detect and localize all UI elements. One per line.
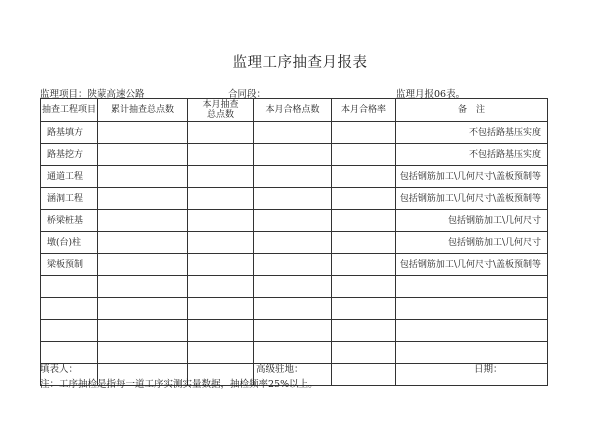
row-qualified-points	[254, 166, 332, 188]
date-label: 日期：	[474, 364, 503, 375]
row-item: 路基挖方	[41, 144, 98, 166]
row-month-points	[188, 188, 254, 210]
row-pass-rate	[332, 254, 396, 276]
row-qualified-points	[254, 122, 332, 144]
table-row	[41, 144, 548, 166]
project-label: 监理项目：陕蒙高速公路	[40, 89, 145, 100]
row-qualified-points	[254, 232, 332, 254]
contract-section-label: 合同段：	[228, 89, 267, 100]
row-month-points	[188, 320, 254, 342]
row-month-points	[188, 122, 254, 144]
row-qualified-points	[254, 276, 332, 298]
header-month-points: 本月抽查总点数	[188, 99, 254, 122]
row-cumulative-points	[98, 232, 188, 254]
table-header-row	[41, 99, 548, 122]
row-pass-rate	[332, 276, 396, 298]
row-pass-rate	[332, 232, 396, 254]
station-label: 高级驻地：	[256, 364, 304, 375]
report-number-label: 监理月报06表。	[396, 89, 466, 100]
row-item: 梁板预制	[41, 254, 98, 276]
row-qualified-points	[254, 298, 332, 320]
row-qualified-points	[254, 188, 332, 210]
header-qualified-points: 本月合格点数	[254, 99, 332, 122]
row-remark: 包括钢筋加工\几何尺寸\盖板预制等	[396, 166, 548, 188]
row-month-points	[188, 276, 254, 298]
row-pass-rate	[332, 342, 396, 364]
row-month-points	[188, 298, 254, 320]
footnote: 注：工序抽检是指每一道工序实测实量数据，抽检频率25%以上。	[40, 379, 318, 390]
row-item: 路基填方	[41, 122, 98, 144]
row-month-points	[188, 166, 254, 188]
header-remarks: 备 注	[396, 99, 548, 122]
row-month-points	[188, 342, 254, 364]
row-item: 涵洞工程	[41, 188, 98, 210]
row-item: 通道工程	[41, 166, 98, 188]
row-qualified-points	[254, 320, 332, 342]
row-cumulative-points	[98, 276, 188, 298]
row-remark	[396, 364, 548, 386]
row-cumulative-points	[98, 166, 188, 188]
row-cumulative-points	[98, 320, 188, 342]
row-month-points	[188, 210, 254, 232]
page-title: 监理工序抽查月报表	[232, 55, 368, 71]
row-qualified-points	[254, 254, 332, 276]
row-remark: 包括钢筋加工\几何尺寸	[396, 210, 548, 232]
filler-label: 填表人：	[40, 364, 79, 375]
table-row	[41, 232, 548, 254]
row-qualified-points	[254, 210, 332, 232]
row-cumulative-points	[98, 342, 188, 364]
row-item	[41, 298, 98, 320]
row-remark: 包括钢筋加工\几何尺寸\盖板预制等	[396, 254, 548, 276]
row-item	[41, 276, 98, 298]
table-row	[41, 254, 548, 276]
row-month-points	[188, 232, 254, 254]
row-pass-rate	[332, 188, 396, 210]
table-row	[41, 122, 548, 144]
inspection-table	[40, 98, 548, 386]
table-row	[41, 298, 548, 320]
row-month-points	[188, 254, 254, 276]
header-item: 抽查工程项目	[41, 99, 98, 122]
row-item: 墩(台)柱	[41, 232, 98, 254]
row-pass-rate	[332, 122, 396, 144]
row-cumulative-points	[98, 298, 188, 320]
row-pass-rate	[332, 298, 396, 320]
row-item: 桥梁桩基	[41, 210, 98, 232]
table-row	[41, 276, 548, 298]
header-pass-rate: 本月合格率	[332, 99, 396, 122]
row-cumulative-points	[98, 210, 188, 232]
row-cumulative-points	[98, 254, 188, 276]
row-remark: 不包括路基压实度	[396, 122, 548, 144]
row-pass-rate	[332, 364, 396, 386]
table-row	[41, 320, 548, 342]
row-pass-rate	[332, 320, 396, 342]
row-pass-rate	[332, 166, 396, 188]
row-remark	[396, 342, 548, 364]
row-pass-rate	[332, 144, 396, 166]
row-remark: 不包括路基压实度	[396, 144, 548, 166]
row-cumulative-points	[98, 188, 188, 210]
row-cumulative-points	[98, 144, 188, 166]
row-remark	[396, 276, 548, 298]
table-row	[41, 210, 548, 232]
row-month-points	[188, 144, 254, 166]
row-pass-rate	[332, 210, 396, 232]
row-remark: 包括钢筋加工\几何尺寸	[396, 232, 548, 254]
table-row	[41, 188, 548, 210]
header-cumulative-points: 累计抽查总点数	[98, 99, 188, 122]
table-row	[41, 166, 548, 188]
row-qualified-points	[254, 144, 332, 166]
row-remark	[396, 320, 548, 342]
row-remark	[396, 298, 548, 320]
row-remark: 包括钢筋加工\几何尺寸\盖板预制等	[396, 188, 548, 210]
row-cumulative-points	[98, 122, 188, 144]
row-item	[41, 320, 98, 342]
